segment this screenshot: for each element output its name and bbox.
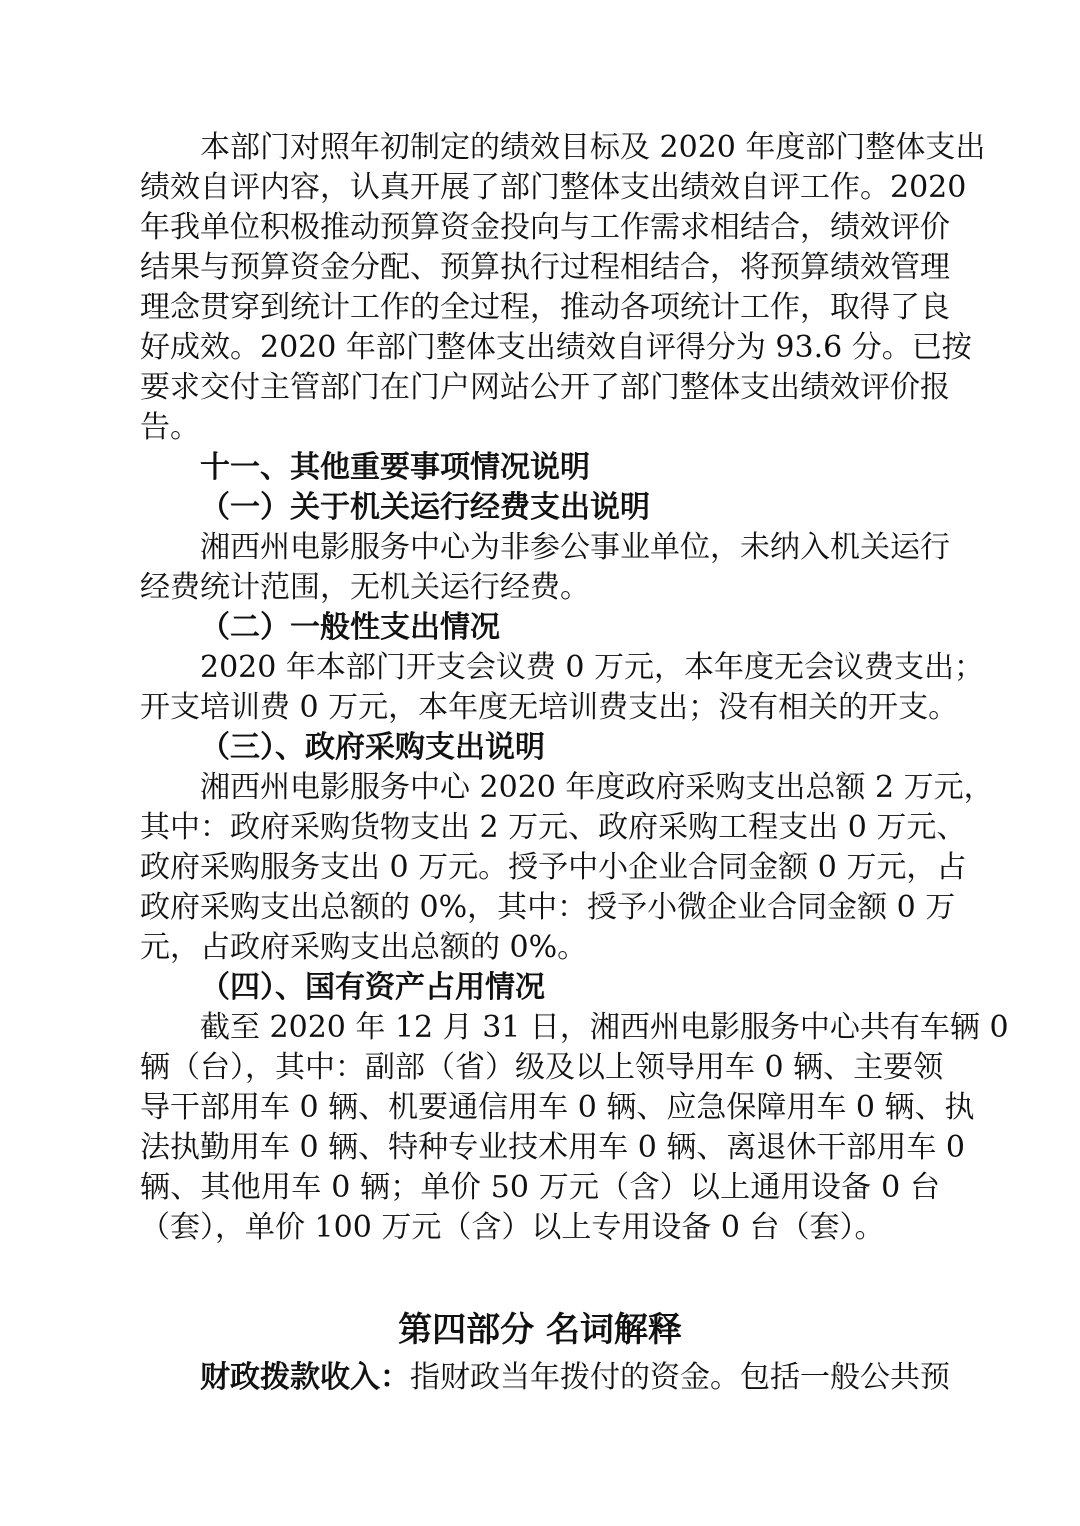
term-label: 财政拨款收入：: [200, 1360, 410, 1395]
paragraph-line: 告。: [140, 410, 200, 445]
paragraph-line: 政府采购服务支出 0 万元。授予中小企业合同金额 0 万元，占: [140, 850, 967, 885]
paragraph-line: 绩效自评内容，认真开展了部门整体支出绩效自评工作。2020: [140, 170, 967, 205]
paragraph-line: 开支培训费 0 万元，本年度无培训费支出；没有相关的开支。: [140, 690, 959, 725]
paragraph-line: 结果与预算资金分配、预算执行过程相结合，将预算绩效管理: [140, 250, 950, 285]
paragraph-line: 湘西州电影服务中心为非参公事业单位，未纳入机关运行: [200, 530, 950, 565]
paragraph-line: 本部门对照年初制定的绩效目标及 2020 年度部门整体支出: [200, 130, 986, 165]
paragraph-line: 好成效。2020 年部门整体支出绩效自评得分为 93.6 分。已按: [140, 330, 972, 365]
paragraph-line: 理念贯穿到统计工作的全过程，推动各项统计工作，取得了良: [140, 290, 950, 325]
paragraph-line: 其中：政府采购货物支出 2 万元、政府采购工程支出 0 万元、: [140, 810, 967, 845]
paragraph-line: 辆、其他用车 0 辆；单价 50 万元（含）以上通用设备 0 台: [140, 1170, 940, 1205]
paragraph-line: 辆（台），其中：副部（省）级及以上领导用车 0 辆、主要领: [140, 1050, 944, 1085]
subsection-heading: （二）一般性支出情况: [200, 610, 500, 645]
part-title: 第四部分 名词解释: [398, 1310, 682, 1350]
paragraph-line: 法执勤用车 0 辆、特种专业技术用车 0 辆、离退休干部用车 0: [140, 1130, 965, 1165]
paragraph-line: 年我单位积极推动预算资金投向与工作需求相结合，绩效评价: [140, 210, 950, 245]
section-heading: 十一、其他重要事项情况说明: [200, 450, 590, 485]
paragraph-line: 政府采购支出总额的 0%，其中：授予小微企业合同金额 0 万: [140, 890, 956, 925]
subsection-heading: （三）、政府采购支出说明: [200, 730, 545, 765]
term-definition-line: [200, 1358, 950, 1398]
paragraph-line: 2020 年本部门开支会议费 0 万元，本年度无会议费支出；: [200, 650, 985, 685]
subsection-heading: （一）关于机关运行经费支出说明: [200, 490, 650, 525]
paragraph-line: 截至 2020 年 12 月 31 日，湘西州电影服务中心共有车辆 0: [200, 1010, 1009, 1045]
paragraph-line: 经费统计范围，无机关运行经费。: [140, 570, 590, 605]
paragraph-line: 导干部用车 0 辆、机要通信用车 0 辆、应急保障用车 0 辆、执: [140, 1090, 975, 1125]
paragraph-line: 元，占政府采购支出总额的 0%。: [140, 930, 588, 965]
paragraph-line: 要求交付主管部门在门户网站公开了部门整体支出绩效评价报: [140, 370, 950, 405]
term-text: 指财政当年拨付的资金。包括一般公共预: [410, 1360, 950, 1395]
paragraph-line: 湘西州电影服务中心 2020 年度政府采购支出总额 2 万元，: [200, 770, 994, 805]
paragraph-line: （套），单价 100 万元（含）以上专用设备 0 台（套）。: [140, 1210, 885, 1245]
subsection-heading: （四）、国有资产占用情况: [200, 970, 545, 1005]
